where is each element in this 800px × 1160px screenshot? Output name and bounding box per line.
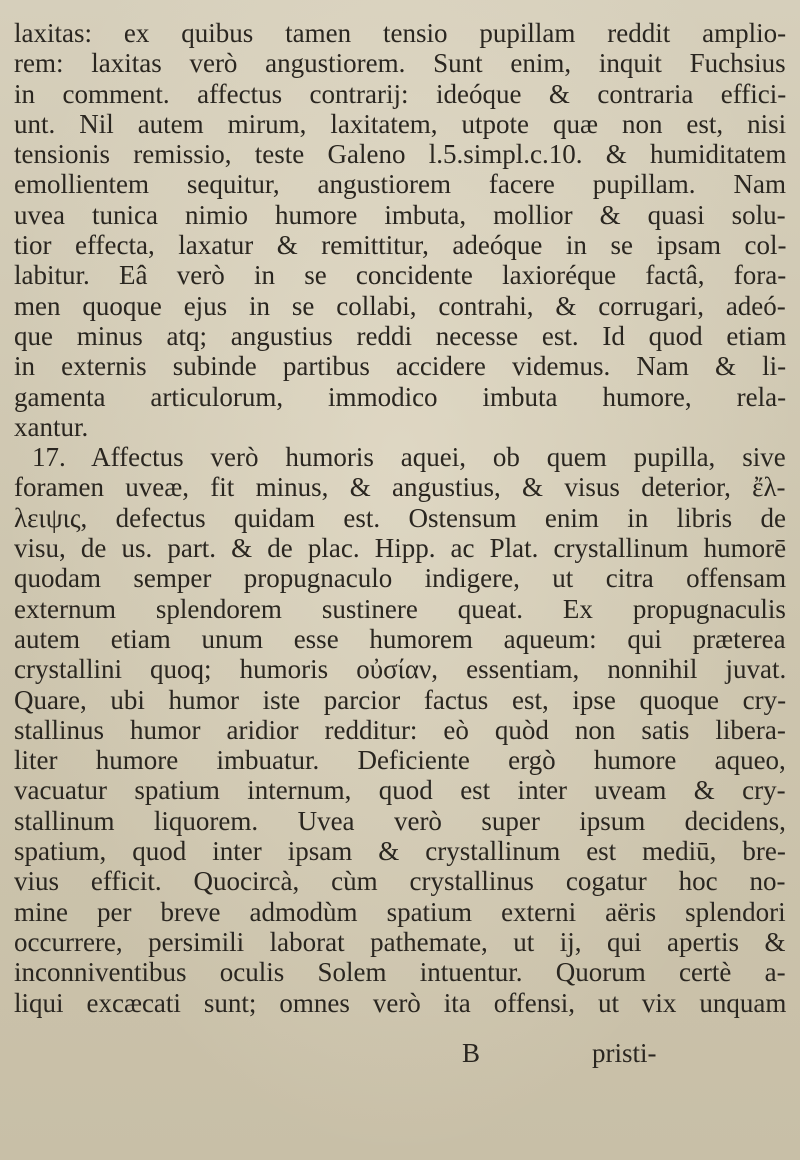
text-line: rem: laxitas verò angustiorem. Sunt enim, inquit Fuchsius [14,48,786,79]
text-line: emollientem sequitur, angustiorem facere pupillam. Nam [14,169,786,200]
text-line: in comment. affectus contrarij: ideóque & contraria effici- [14,78,787,109]
text-line: occurrere, persimili laborat pathemate, ut ij, qui apertis & [14,926,786,957]
text-line: laxitas: ex quibus tamen tensio pupillam reddit amplio- [14,18,787,48]
text-line: uvea tunica nimio humore imbuta, mollior & quasi solu- [14,199,786,230]
text-line: vacuatur spatium internum, quod est inter uveam & cry- [14,775,786,806]
text-line: externum splendorem sustinere queat. Ex propugnaculis [14,593,786,624]
text-line: autem etiam unum esse humorem aqueum: qui præterea [14,623,786,654]
text-line: quodam semper propugnaculo indigere, ut citra offensam [14,563,787,594]
text-line: liqui excæcati sunt; omnes verò ita offensi, ut vix unquam [14,987,787,1018]
text-line: liter humore imbuatur. Deficiente ergò humore aqueo, [14,745,786,776]
text-line: men quoque ejus in se collabi, contrahi, & corrugari, adeó- [14,290,786,321]
signature-mark: B [462,1038,481,1068]
text-line: vius efficit. Quocircà, cùm crystallinus cogatur hoc no- [14,866,786,897]
text-line: λειψις, defectus quidam est. Ostensum enim in libris de [14,502,786,533]
text-line: mine per breve admodùm spatium externi aëris splendori [14,896,786,927]
text-line: inconniventibus oculis Solem intuentur. Quorum certè a- [14,957,786,988]
text-line: crystallini quoq; humoris οὐσίαν, essentiam, nonnihil juvat. [14,654,787,685]
text-line: in externis subinde partibus accidere videmus. Nam & li- [14,351,787,382]
text-line: unt. Nil autem mirum, laxitatem, utpote quæ non est, nisi [14,108,787,139]
text-line: que minus atq; angustius reddi necesse est. Id quod etiam [14,320,787,351]
text-line: Quare, ubi humor iste parcior factus est, ipse quoque cry- [14,684,787,715]
text-line: foramen uveæ, fit minus, & angustius, & visus deterior, ἔλ- [14,472,786,503]
text-line: 17. Affectus verò humoris aquei, ob quem pupilla, sive [32,442,786,473]
text-line: stallinum liquorem. Uvea verò super ipsum decidens, [14,805,786,836]
text-line: spatium, quod inter ipsam & crystallinum est mediū, bre- [14,836,786,867]
catchword: pristi- [592,1038,657,1068]
text-line: labitur. Eâ verò in se concidente laxioréque factâ, fora- [14,260,787,291]
text-line: stallinus humor aridior redditur: eò quòd non satis libera- [14,714,786,745]
text-line: tior effecta, laxatur & remittitur, adeóque in se ipsam col- [14,230,787,261]
text-line: xantur. [14,411,89,442]
text-line: visu, de us. part. & de plac. Hipp. ac Plat. crystallinum humorē [14,533,787,564]
text-line: tensionis remissio, teste Galeno l.5.simpl.c.10. & humiditatem [14,139,787,170]
page-footer [0,1038,800,1074]
text-line: gamenta articulorum, immodico imbuta humore, rela- [14,381,787,412]
body-text [14,18,794,1018]
